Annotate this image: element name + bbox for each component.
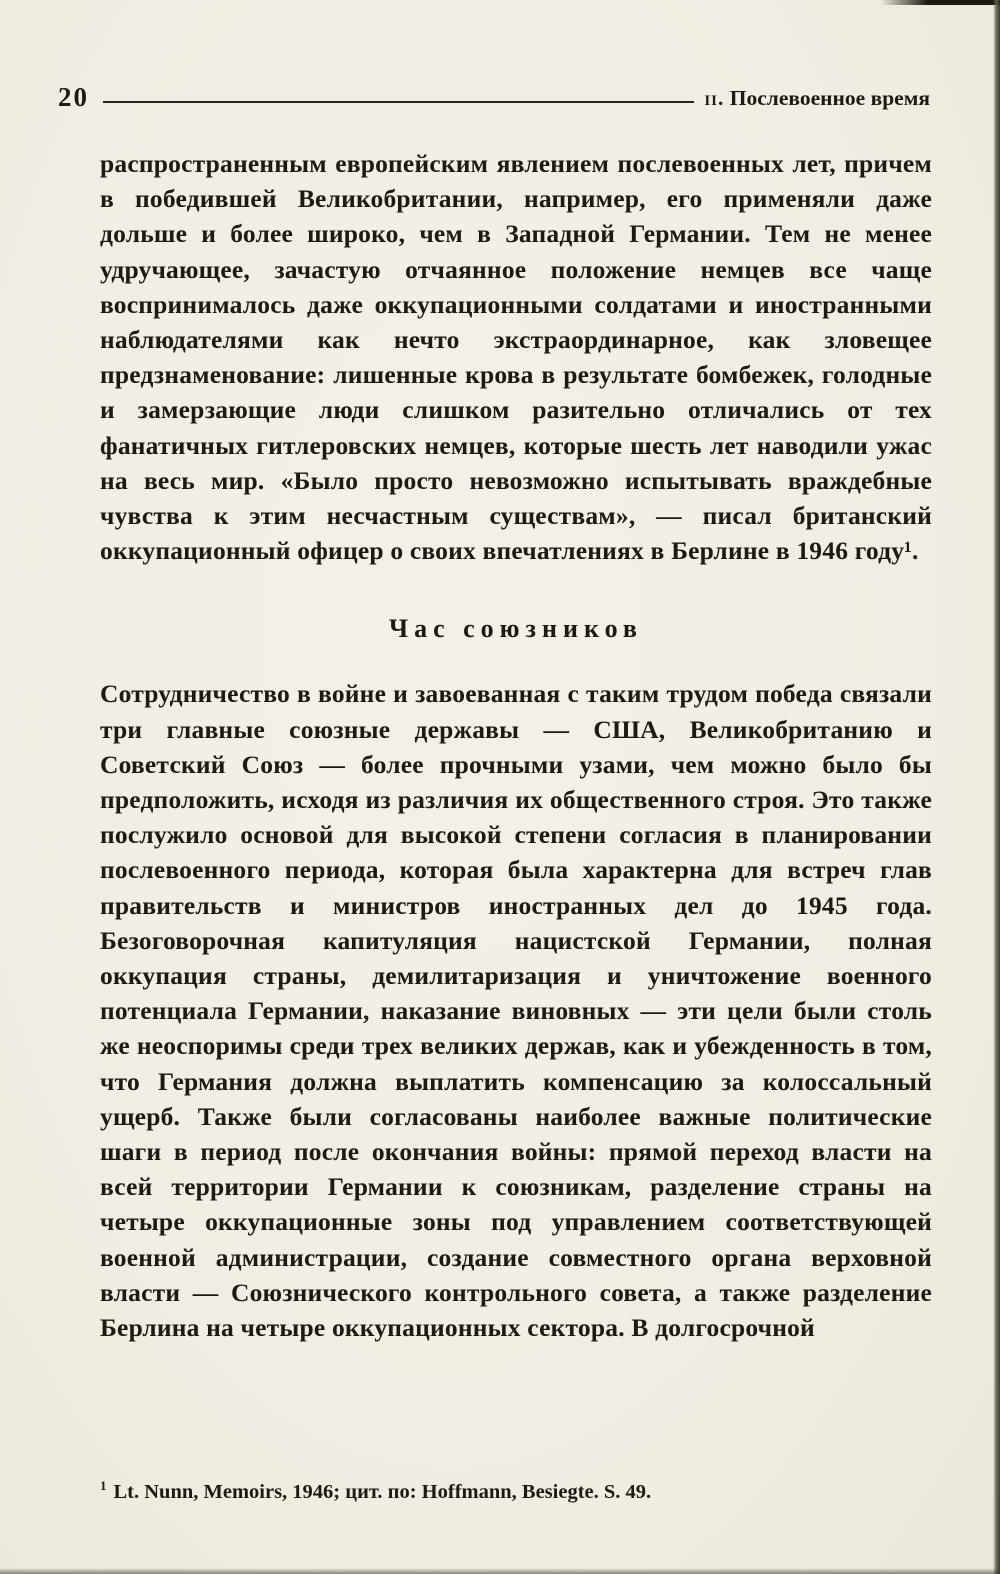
- page-body: [100, 146, 932, 1345]
- paragraph-2: Сотрудничество в войне и завоеванная с таким трудом победа связали три главные союзные державы — США, Великобританию и Советский Союз — более прочными узами, чем можно было бы предположить, исходя из различия их общественного строя. Это также послужило основой для высокой степени согласия в планировании послевоенного периода, которая была характерна для встреч глав правительств и министров иностранных дел до 1945 года. Безоговорочная капитуляция нацистской Германии, полная оккупация страны, демилитаризация и уничтожение военного потенциала Германии, наказание виновных — эти цели были столь же неоспоримы среди трех великих держав, как и убежденность в том, что Германия должна выплатить компенсацию за колоссальный ущерб. Также были согласованы наиболее важные политические шаги в период после окончания войны: прямой переход власти на всей территории Германии к союзникам, разделение страны на четыре оккупационные зоны под управлением соответствующей военной администрации, создание совместного органа верховной власти — Союзнического контрольного совета, а также разделение Берлина на четыре оккупационных сектора. В долгосрочной: [100, 679, 932, 1343]
- scan-artifact-bottom-edge: [0, 1568, 1000, 1574]
- chapter-numeral: ii.: [704, 86, 725, 110]
- chapter-title: Послевоенное время: [729, 86, 930, 110]
- footnote-marker: 1: [100, 1478, 107, 1493]
- scan-artifact-top: [880, 0, 1000, 5]
- running-header: [58, 84, 930, 111]
- footnote: [100, 1478, 932, 1505]
- page-number: 20: [58, 82, 89, 112]
- paragraph-1: распространенным европейским явлением послевоенных лет, причем в победившей Великобритании, например, его применяли даже дольше и более широко, чем в Западной Германии. Тем не менее удручающее, зачастую отчаянное положение немцев все чаще воспринималось даже оккупационными солдатами и иностранными наблюдателями как нечто экстраординарное, как зловещее предзнаменование: лишенные крова в результате бомбежек, голодные и замерзающие люди слишком разительно отличались от тех фанатичных гитлеровских немцев, которые шесть лет наводили ужас на весь мир. «Было просто невозможно испытывать враждебные чувства к этим несчастным существам», — писал британский оккупационный офицер о своих впечатлениях в Берлине в 1946 году¹.: [100, 149, 932, 566]
- header-rule: [103, 101, 694, 103]
- scan-artifact-right-edge: [993, 0, 1000, 1574]
- section-heading: Час союзников: [389, 614, 643, 644]
- running-header-title: [704, 86, 930, 111]
- footnote-text: Lt. Nunn, Memoirs, 1946; цит. по: Hoffmann, Besiegte. S. 49.: [113, 1480, 652, 1503]
